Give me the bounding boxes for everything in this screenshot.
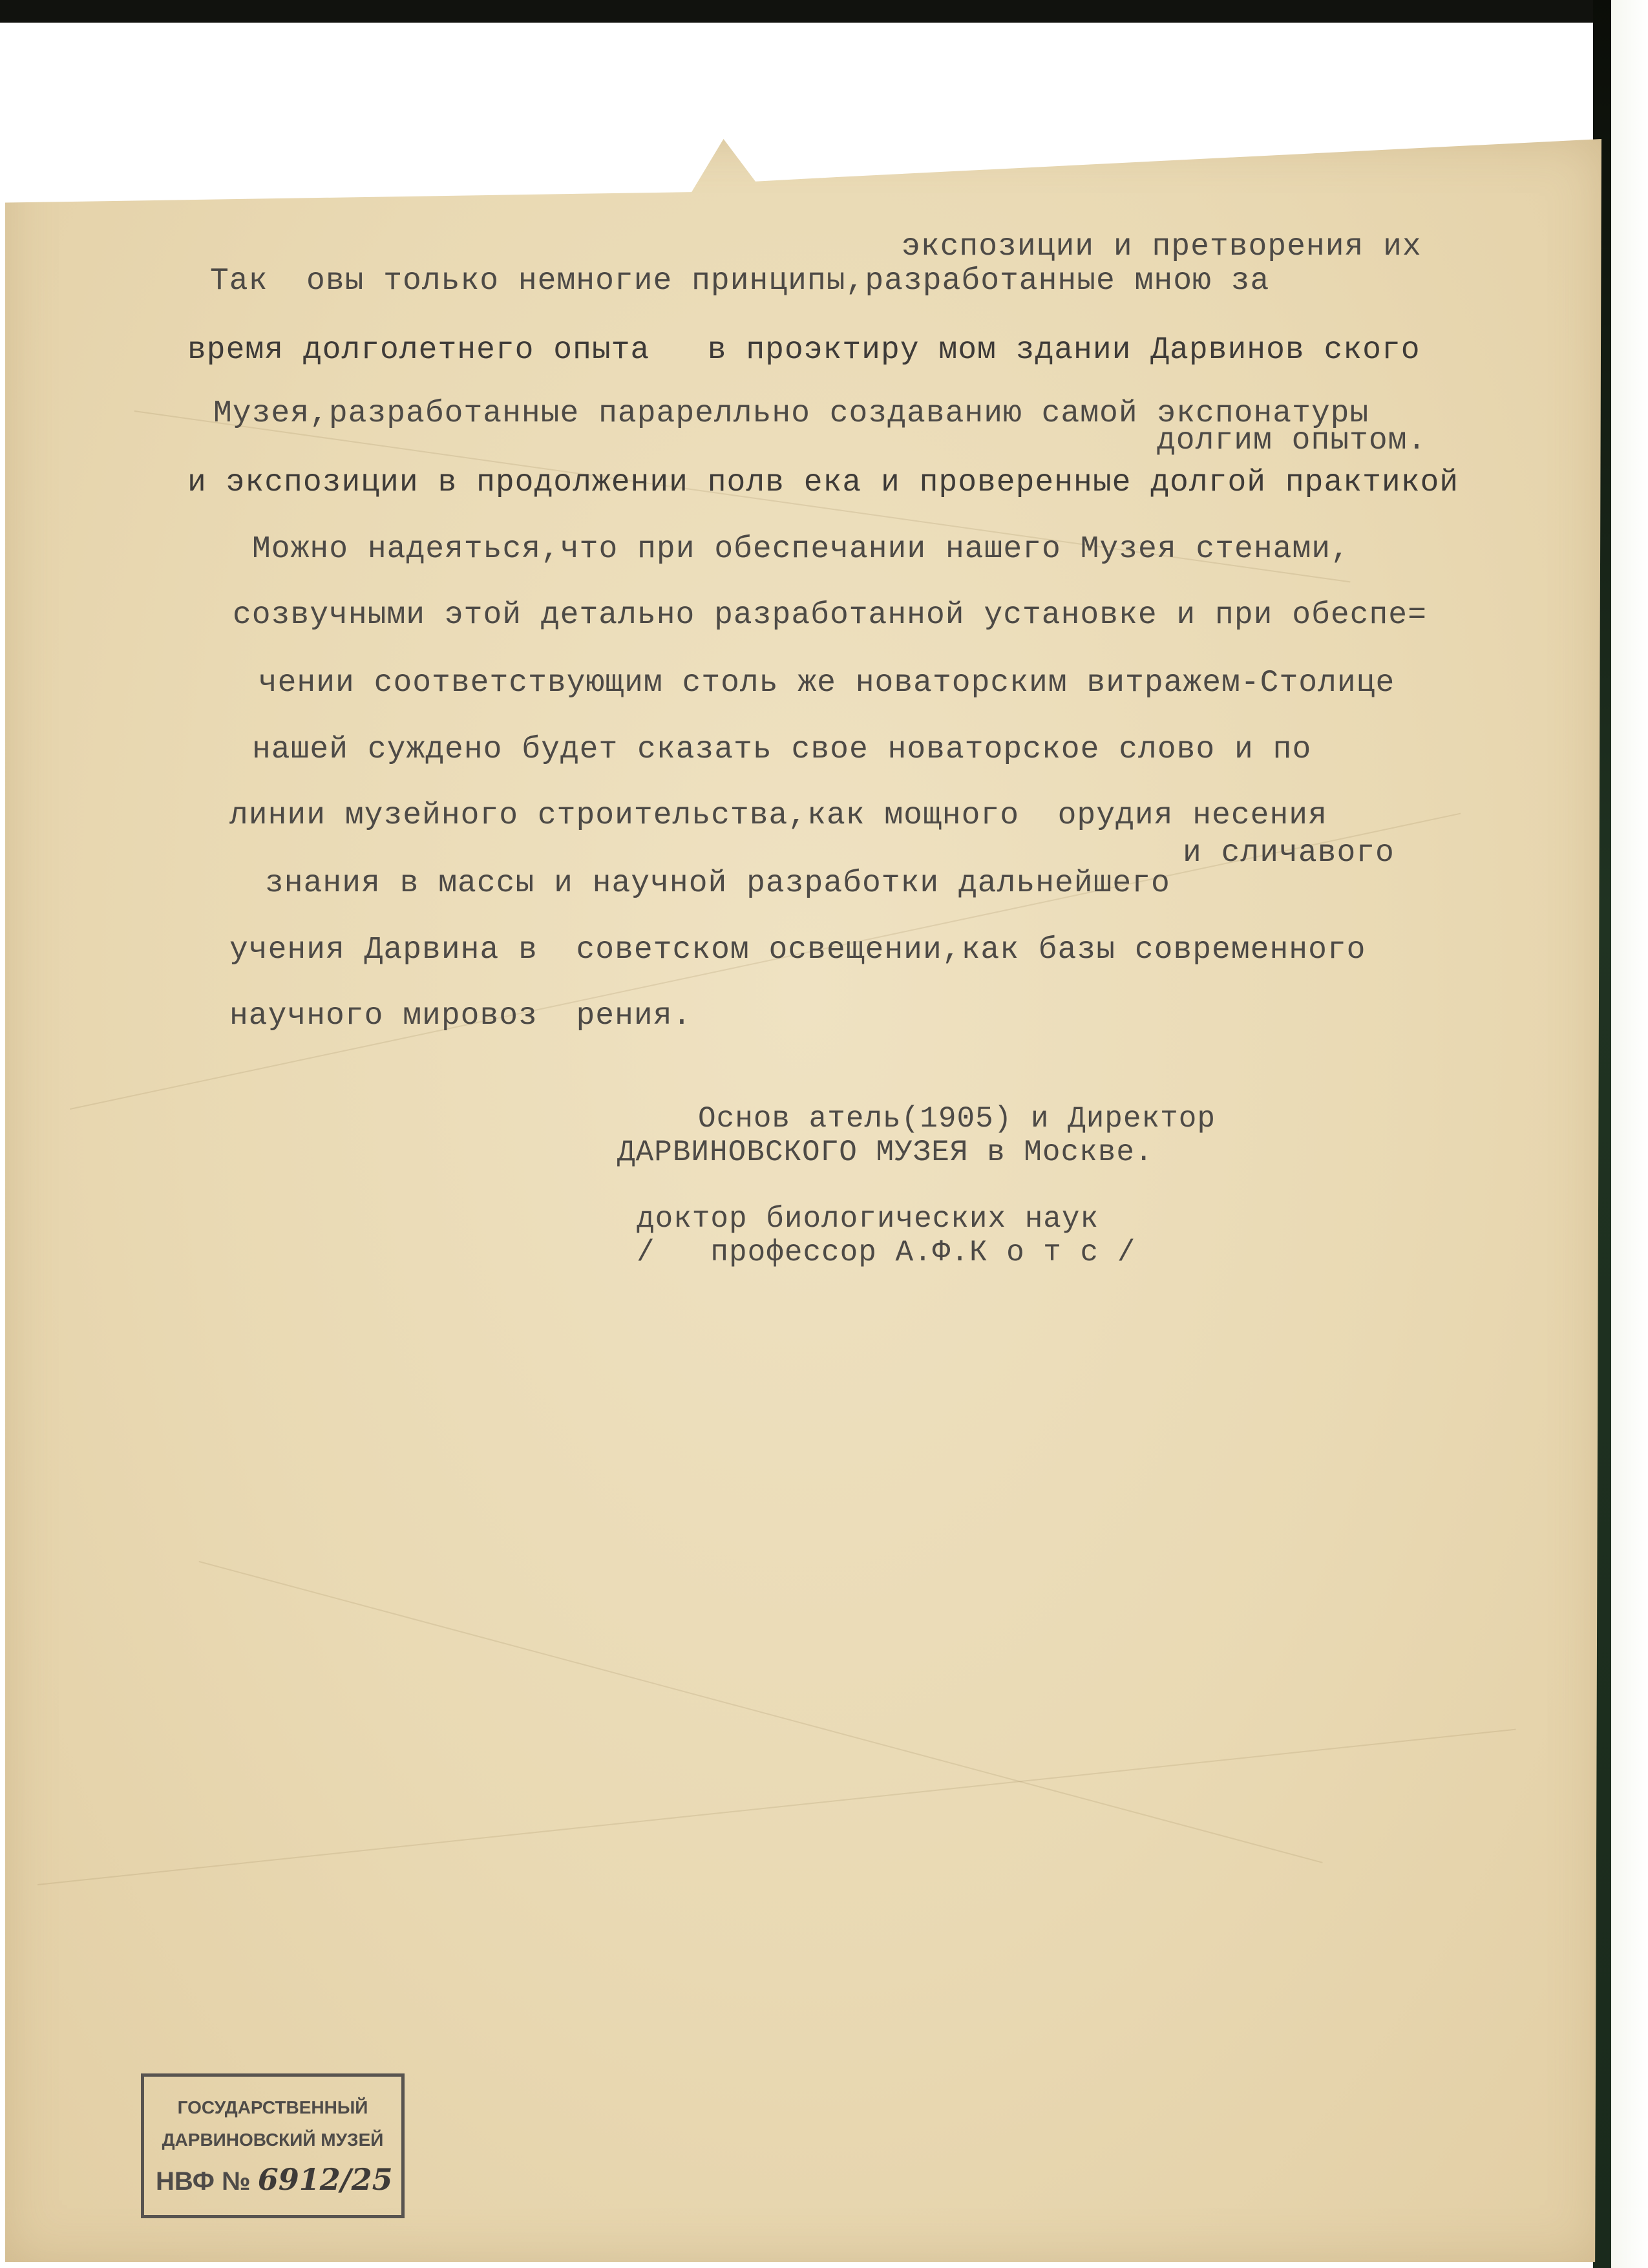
typed-line: знания в массы и научной разработки дальнейшего — [265, 866, 1170, 901]
typed-insertion: и сличавого — [1183, 836, 1395, 871]
typed-line: Так овы только немногие принципы,разработанные мною за — [210, 264, 1270, 299]
typed-line: время долголетнего опыта в проэктиру мом здании Дарвинов ского — [187, 333, 1421, 368]
typed-line: созвучными этой детально разработанной установке и при обеспе= — [233, 598, 1427, 633]
signature-title: Основ атель(1905) и Директор — [698, 1102, 1216, 1136]
typed-line: линии музейного строительства,как мощного орудия несения — [229, 798, 1327, 833]
typed-insertion: долгим опытом. — [1157, 423, 1427, 458]
typed-line: нашей суждено будет сказать свое новаторское слово и по — [252, 732, 1312, 767]
signature-name: / профессор А.Ф.К о т с / — [637, 1236, 1136, 1269]
typed-line: чении соответствующим столь же новаторским витражем-Столице — [239, 666, 1395, 701]
stamp-prefix: НВФ № — [156, 2167, 251, 2196]
paper-crease — [37, 1729, 1516, 1885]
typed-line: учения Дарвина в советском освещении,как базы современного — [229, 933, 1366, 968]
stamp-line: ДАРВИНОВСКИЙ МУЗЕЙ — [162, 2130, 384, 2150]
paper-crease — [198, 1561, 1322, 1863]
scanner-right-edge — [1593, 0, 1648, 2268]
museum-stamp — [141, 2073, 405, 2218]
typed-insertion: экспозиции и претворения их — [902, 229, 1422, 264]
stamp-line: ГОСУДАРСТВЕННЫЙ — [177, 2097, 368, 2117]
stamp-inventory — [144, 2162, 413, 2197]
typed-line: Можно надеяться,что при обеспечании нашего Музея стенами, — [252, 532, 1350, 567]
typed-line: и экспозиции в продолжении полв ека и проверенные долгой практикой — [187, 465, 1459, 500]
typed-line: Музея,разработанные парарелльно создаванию самой экспонатуры — [213, 396, 1369, 431]
signature-degree: доктор биологических наук — [637, 1202, 1099, 1236]
typed-line: научного мировоз рения. — [229, 999, 692, 1033]
stamp-handwritten-number: 6912/25 — [257, 2162, 393, 2197]
signature-institution: ДАРВИНОВСКОГО МУЗЕЯ в Москве. — [617, 1136, 1154, 1169]
scanner-top-edge — [0, 0, 1648, 23]
